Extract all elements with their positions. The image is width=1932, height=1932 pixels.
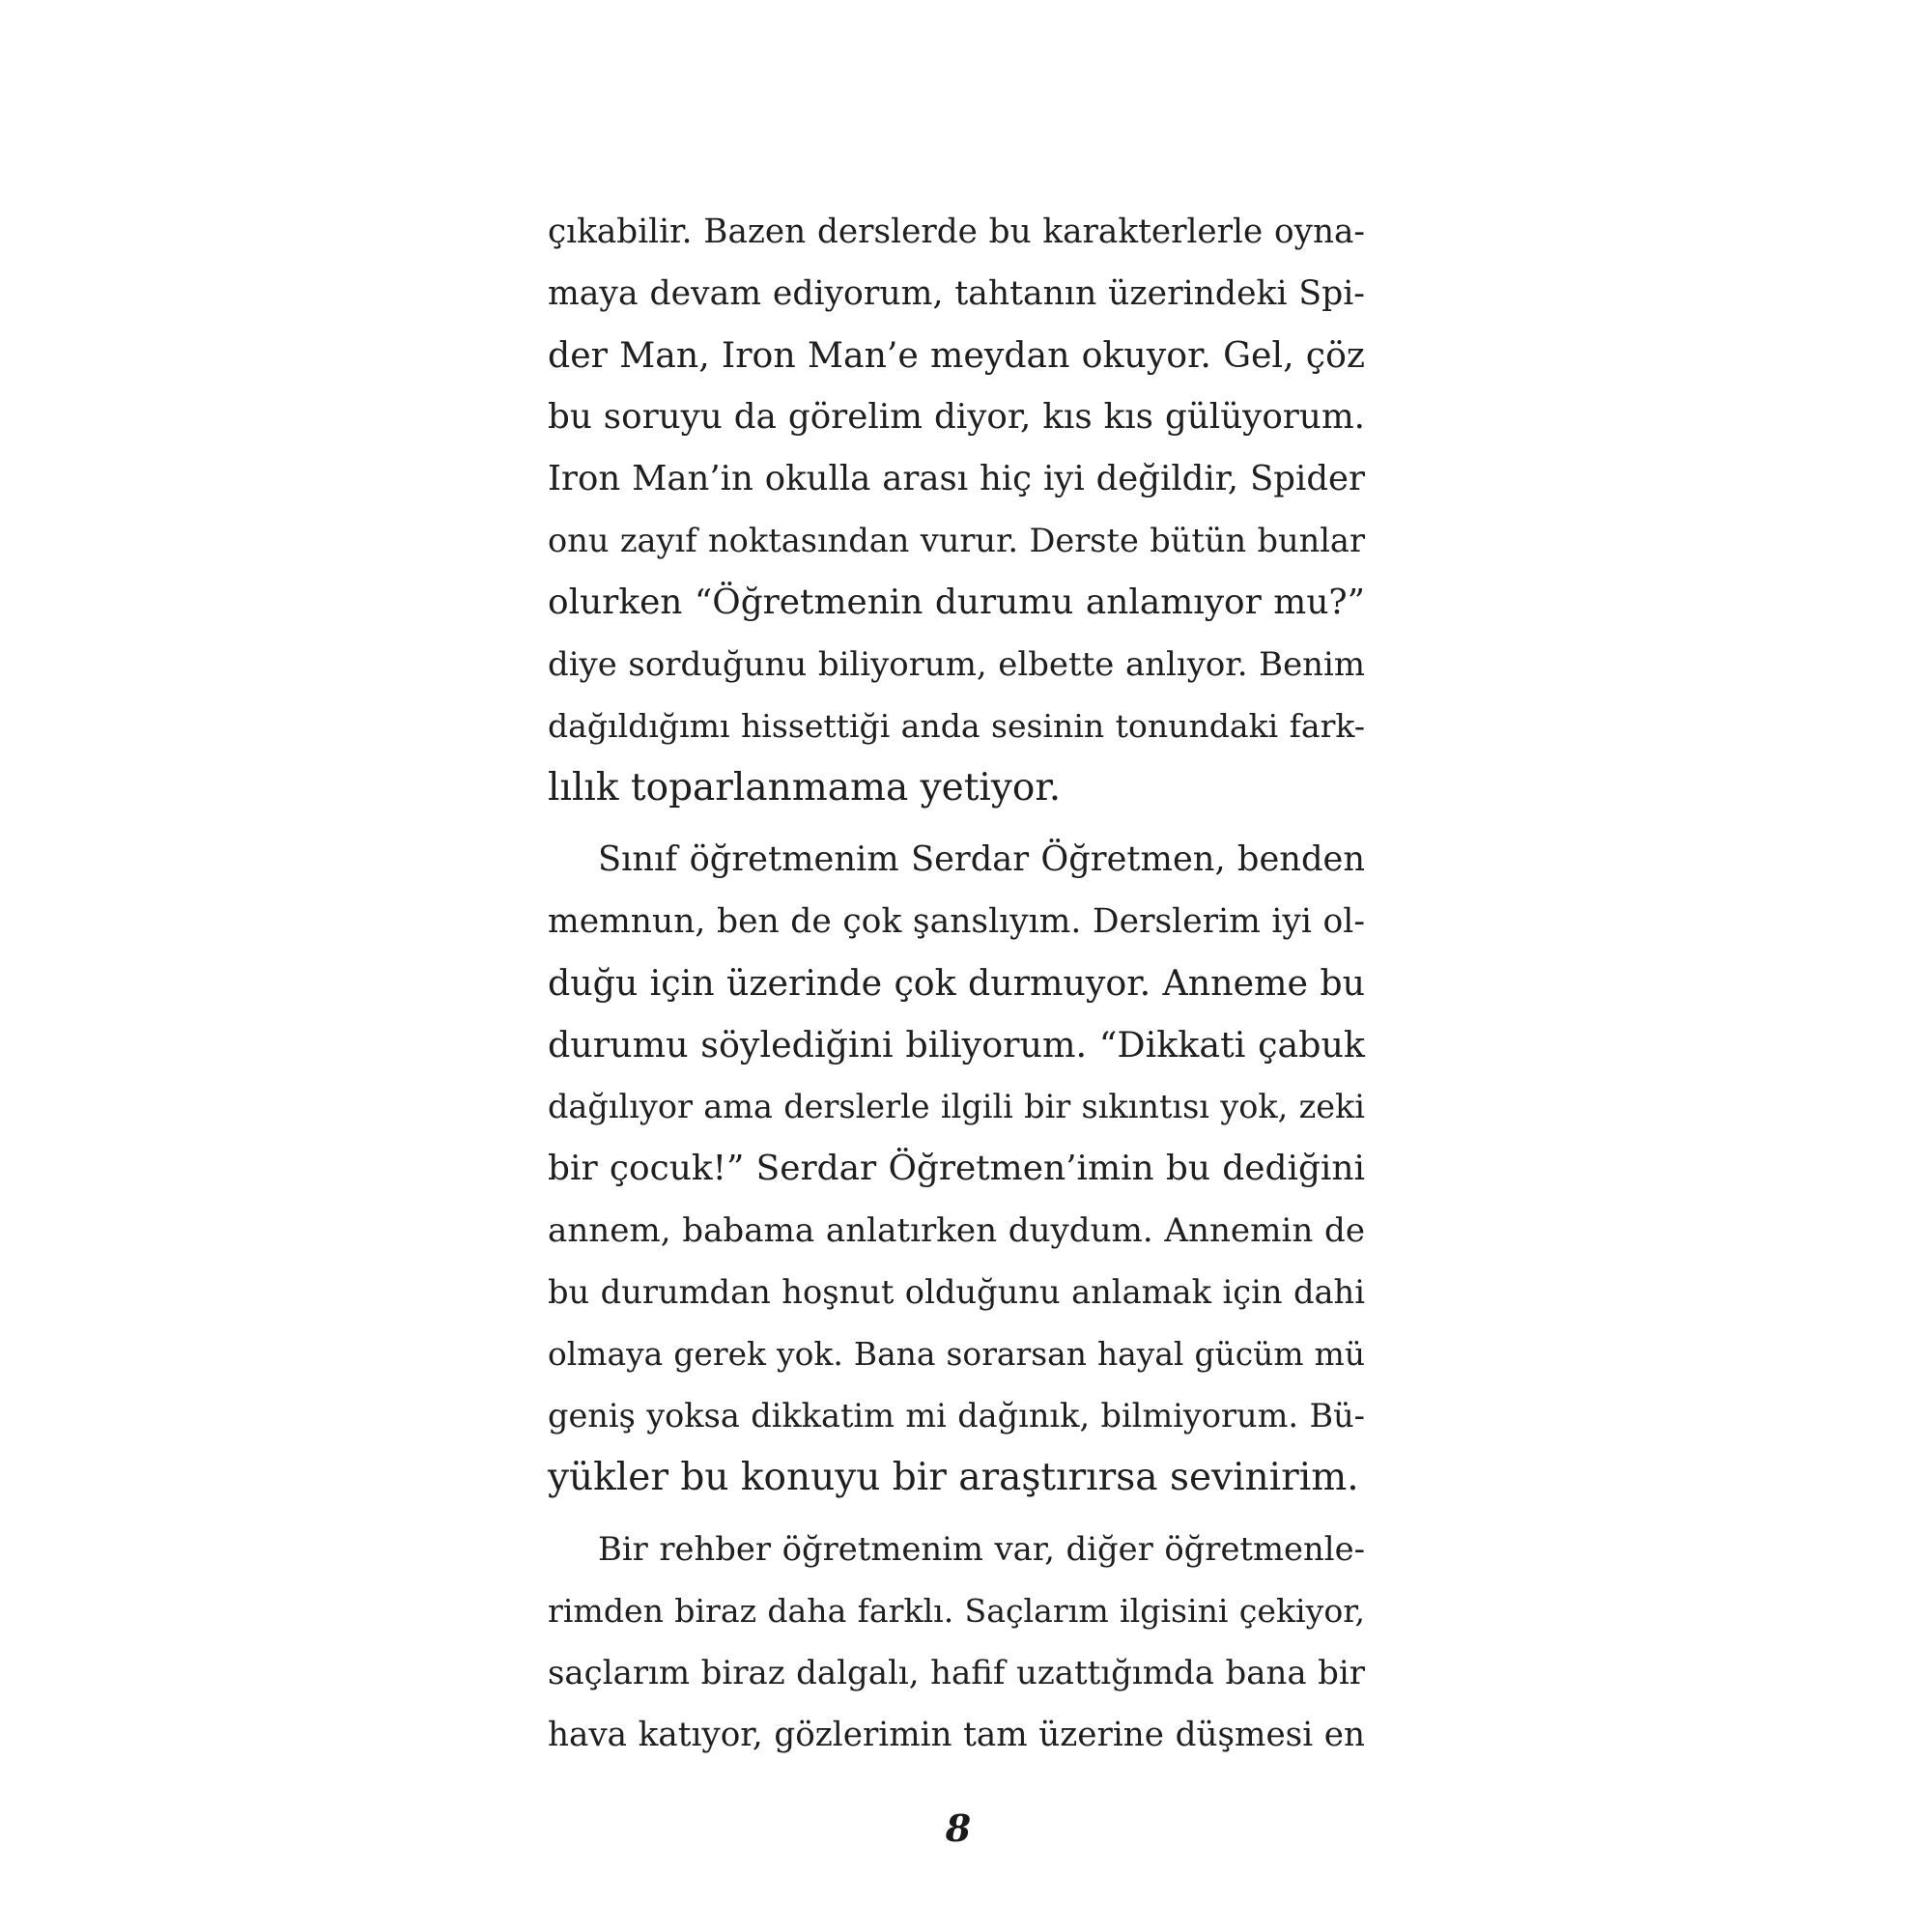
text-line: der Man, Iron Man’e meydan okuyor. Gel, çöz	[548, 334, 1365, 376]
paragraph-1	[548, 201, 1365, 819]
text-line: Sınıf öğretmenim Serdar Öğretmen, benden	[598, 839, 1365, 879]
text-line: olmaya gerek yok. Bana sorarsan hayal gücüm mü	[548, 1335, 1365, 1373]
text-line: bu soruyu da görelim diyor, kıs kıs gülüyorum.	[548, 397, 1365, 437]
text-line: onu zayıf noktasından vurur. Derste bütün bunlar	[548, 522, 1365, 559]
paragraph-3	[548, 1519, 1365, 1766]
text-line: duğu için üzerinde çok durmuyor. Anneme bu	[548, 962, 1365, 1004]
text-line: dağıldığımı hissettiği anda sesinin tonundaki fark-	[548, 707, 1365, 745]
text-line: olurken “Öğretmenin durumu anlamıyor mu?”	[548, 582, 1365, 622]
text-line: lılık toparlanmama yetiyor.	[548, 766, 1062, 810]
text-line: hava katıyor, gözlerimin tam üzerine düşmesi en	[548, 1716, 1365, 1754]
body-text	[548, 201, 1365, 1766]
text-line: rimden biraz daha farklı. Saçlarım ilgisini çekiyor,	[548, 1592, 1365, 1630]
paragraph-spacer	[548, 1509, 1365, 1519]
text-line: saçlarım biraz dalgalı, hafif uzattığımda bana bir	[548, 1654, 1365, 1692]
text-line: memnun, ben de çok şanslıyım. Derslerim iyi ol-	[548, 902, 1365, 941]
text-line: çıkabilir. Bazen derslerde bu karakterlerle oyna-	[548, 213, 1365, 251]
paragraph-spacer	[548, 819, 1365, 829]
text-line: dağılıyor ama derslerle ilgili bir sıkıntısı yok, zeki	[548, 1088, 1365, 1125]
page-number: 8	[945, 1806, 972, 1850]
text-line: bu durumdan hoşnut olduğunu anlamak için dahi	[548, 1273, 1365, 1311]
text-line: durumu söylediğini biliyorum. “Dikkati çabuk	[548, 1024, 1365, 1065]
text-line: geniş yoksa dikkatim mi dağınık, bilmiyorum. Bü-	[548, 1397, 1365, 1435]
text-line: Iron Man’in okulla arası hiç iyi değildir, Spider	[548, 459, 1365, 498]
text-line: yükler bu konuyu bir araştırırsa sevinirim.	[548, 1456, 1359, 1499]
text-line: maya devam ediyorum, tahtanın üzerindeki Spi-	[548, 274, 1365, 313]
text-line: bir çocuk!” Serdar Öğretmen’imin bu dediğini	[548, 1149, 1365, 1188]
paragraph-2	[548, 829, 1365, 1509]
text-line: annem, babama anlatırken duydum. Annemin de	[548, 1211, 1365, 1250]
text-line: diye sorduğunu biliyorum, elbette anlıyor. Benim	[548, 645, 1365, 683]
text-line: Bir rehber öğretmenim var, diğer öğretmenle-	[598, 1530, 1365, 1568]
